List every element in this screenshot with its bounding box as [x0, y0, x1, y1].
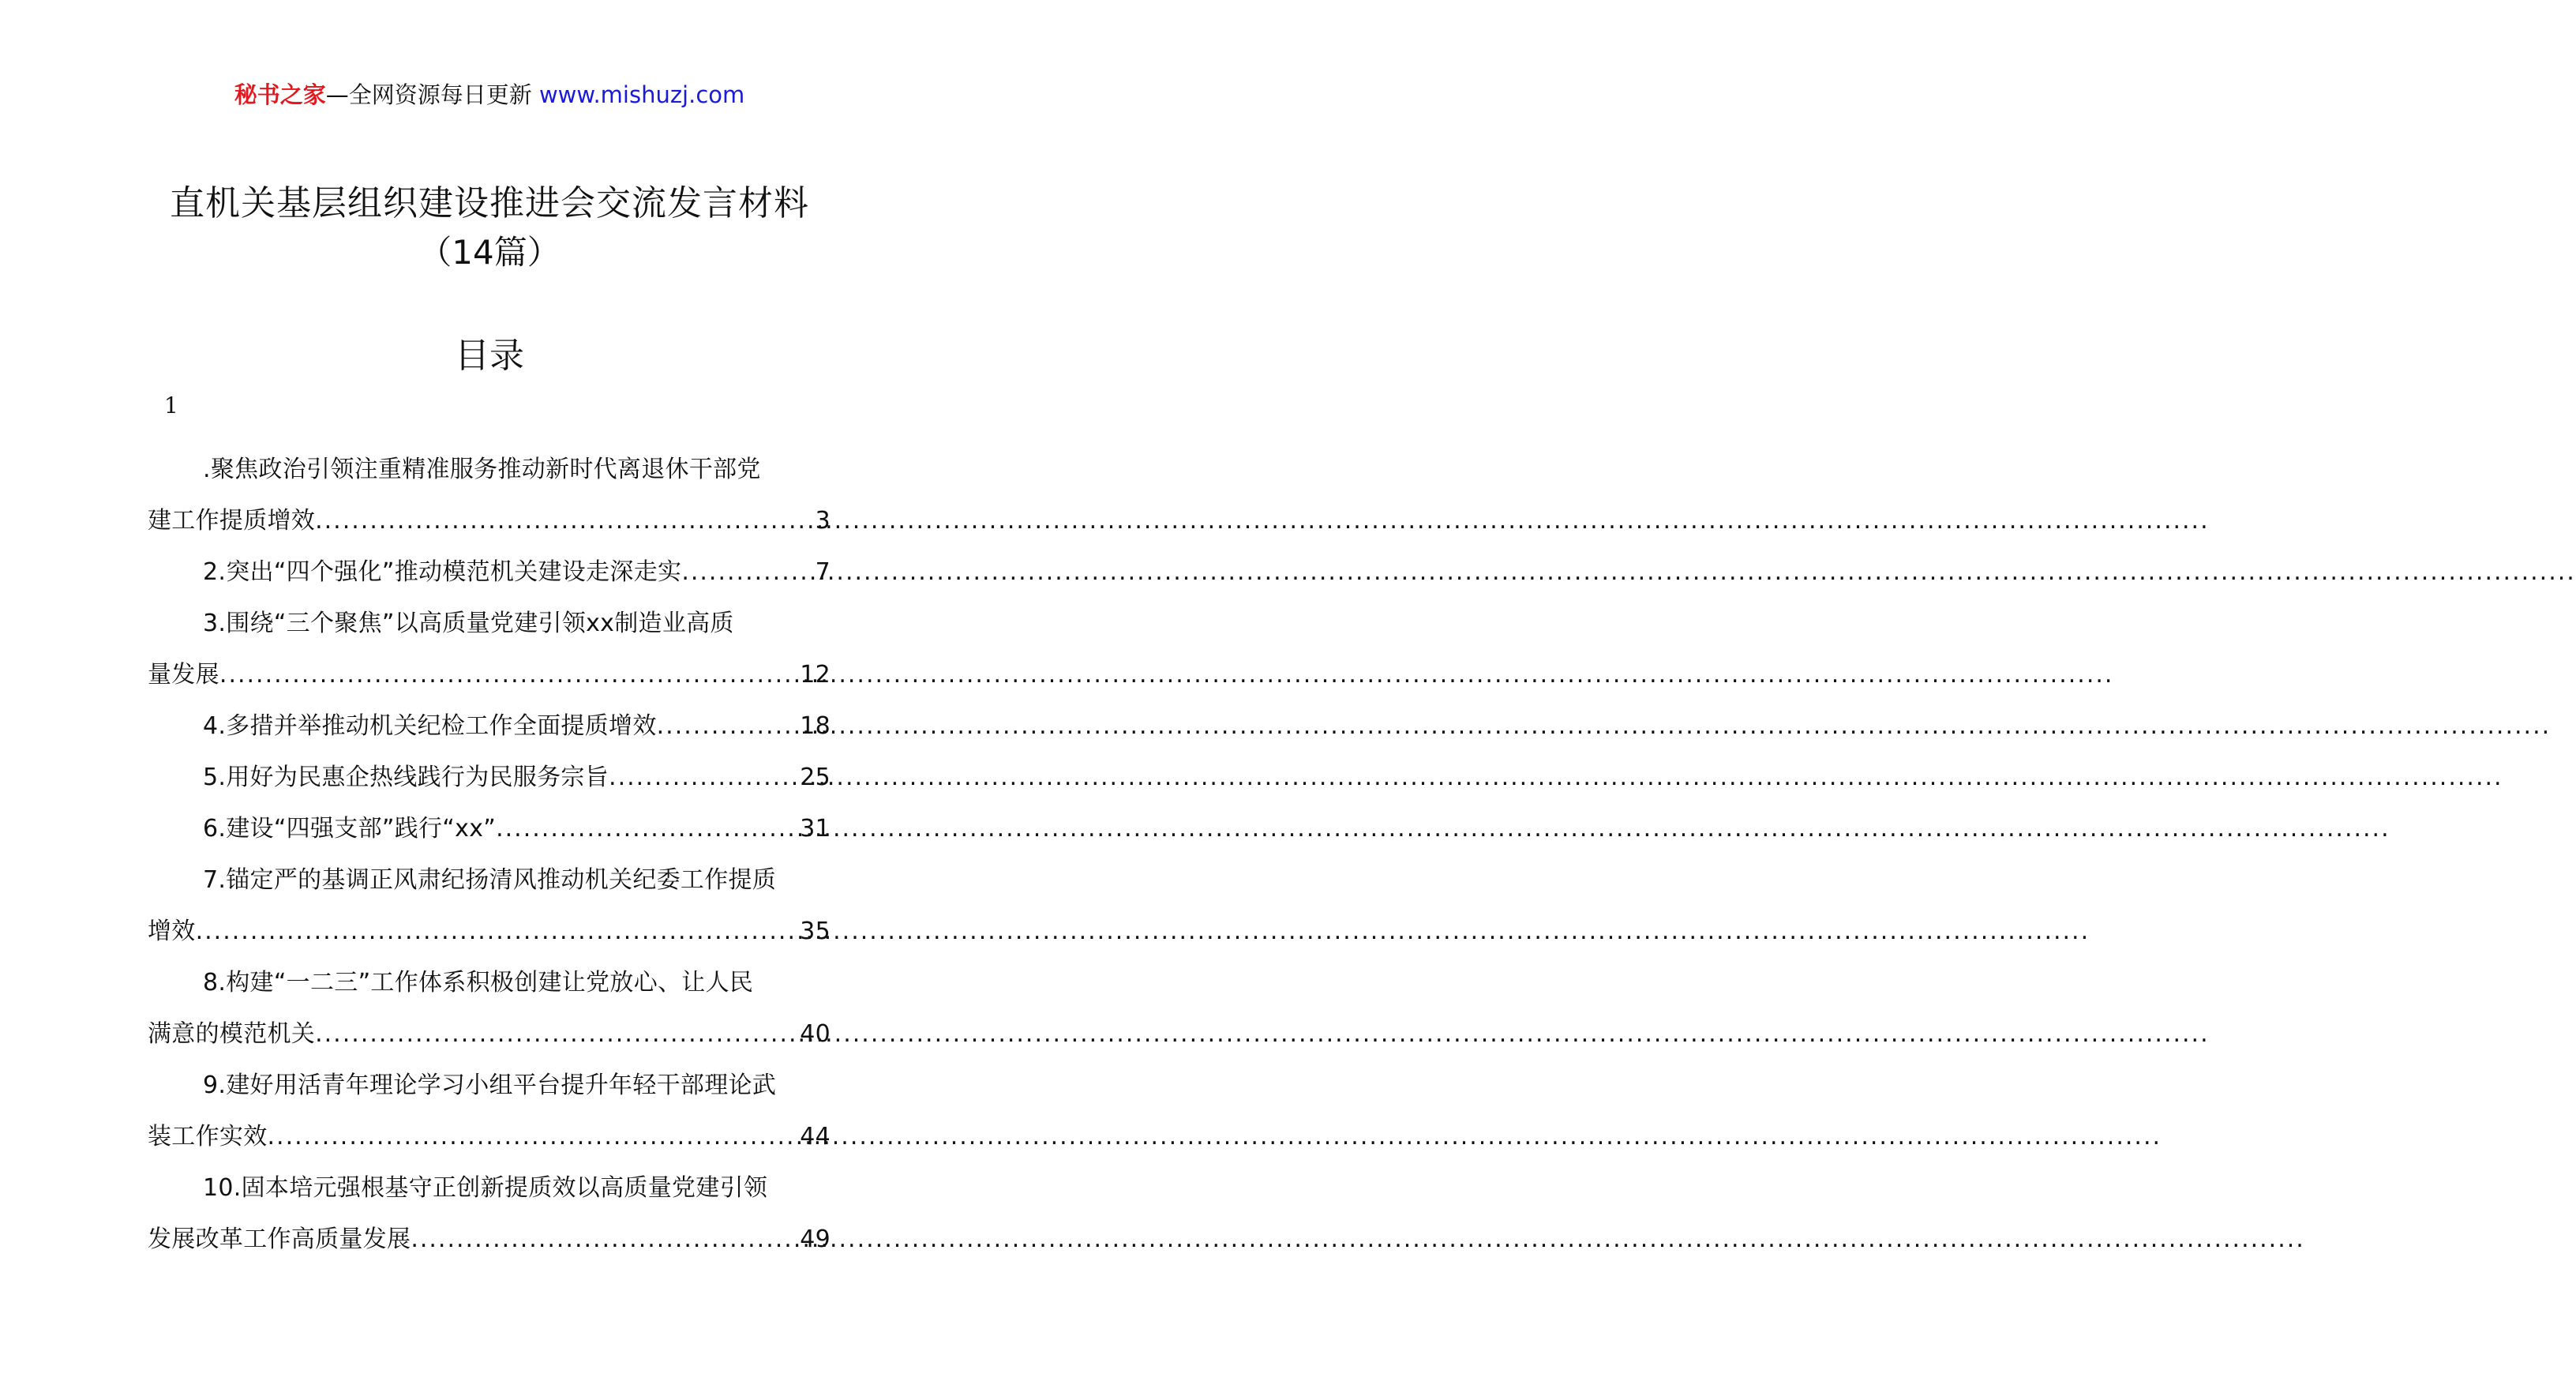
- table-of-contents: [148, 444, 831, 1265]
- dot-leader: [315, 495, 814, 546]
- toc-entry[interactable]: [148, 854, 831, 957]
- toc-entry-leader-row: [148, 546, 831, 598]
- toc-heading: 目录: [455, 336, 524, 376]
- document-title: 直机关基层组织建设推进会交流发言材料: [170, 183, 809, 223]
- toc-entry-title-line: 8.构建“一二三”工作体系积极创建让党放心、让人民: [203, 969, 754, 997]
- toc-page-number: 18: [800, 712, 831, 740]
- dot-leader: [496, 803, 798, 854]
- toc-entry[interactable]: [148, 957, 831, 1060]
- toc-page-number: 35: [800, 918, 831, 945]
- toc-page-number: 49: [800, 1225, 831, 1253]
- dot-leader: [315, 1008, 798, 1060]
- toc-entry[interactable]: [148, 1162, 831, 1265]
- toc-entry-title: 发展改革工作高质量发展: [148, 1225, 411, 1253]
- toc-entry-leader-row: [148, 752, 831, 803]
- toc-entry-leader-row: [148, 906, 831, 957]
- toc-entry-leader-row: [148, 700, 831, 752]
- toc-entry-title: 满意的模范机关: [148, 1020, 316, 1048]
- toc-entry-title: 量发展: [148, 661, 219, 689]
- toc-entry-title: 增效: [148, 918, 196, 945]
- toc-page-number: 12: [800, 661, 831, 689]
- toc-entry-title: 4.多措并举推动机关纪检工作全面提质增效: [203, 712, 657, 740]
- toc-page-number: 25: [800, 764, 831, 791]
- dot-leader: [411, 1214, 798, 1265]
- toc-entry-title-line: 10.固本培元强根基守正创新提质效以高质量党建引领: [203, 1174, 768, 1202]
- toc-entry[interactable]: [148, 546, 831, 598]
- site-banner: [0, 79, 979, 111]
- toc-entry-title: 5.用好为民惠企热线践行为民服务宗旨: [203, 764, 609, 791]
- toc-entry[interactable]: [148, 700, 831, 752]
- toc-entry-title-line: 7.锚定严的基调正风肃纪扬清风推动机关纪委工作提质: [203, 866, 777, 894]
- dot-leader: [681, 546, 813, 598]
- toc-entry[interactable]: [148, 444, 831, 546]
- toc-entry-title: 建工作提质增效: [148, 507, 316, 535]
- dot-leader: [196, 906, 799, 957]
- toc-entry-leader-row: [148, 1008, 831, 1060]
- toc-entry[interactable]: [148, 752, 831, 803]
- stray-number: 1: [164, 392, 178, 419]
- dot-leader: [609, 752, 798, 803]
- toc-entry-title-line: 3.围绕“三个聚焦”以高质量党建引领xx制造业高质: [203, 610, 734, 637]
- dot-leader: [657, 700, 799, 752]
- toc-entry-leader-row: [148, 1214, 831, 1265]
- toc-entry-title-line: .聚焦政治引领注重精准服务推动新时代离退休干部党: [203, 456, 761, 483]
- dot-leader: [268, 1111, 799, 1162]
- toc-entry-leader-row: [148, 1111, 831, 1162]
- toc-entry-title-line: 9.建好用活青年理论学习小组平台提升年轻干部理论武: [203, 1072, 777, 1099]
- brand-name: 秘书之家: [234, 81, 326, 108]
- toc-entry-title: 2.突出“四个强化”推动模范机关建设走深走实: [203, 558, 682, 586]
- toc-page-number: 7: [815, 558, 831, 586]
- document-subtitle: （14篇）: [418, 233, 561, 272]
- toc-entry-leader-row: [148, 495, 831, 546]
- toc-entry-title: 6.建设“四强支部”践行“xx”: [203, 815, 497, 843]
- toc-entry-leader-row: [148, 649, 831, 700]
- toc-entry[interactable]: [148, 803, 831, 854]
- site-url-link[interactable]: www.mishuzj.com: [531, 81, 745, 108]
- toc-entry[interactable]: [148, 598, 831, 700]
- toc-page-number: 3: [815, 507, 831, 535]
- toc-page-number: 31: [800, 815, 831, 843]
- banner-tagline: —全网资源每日更新: [325, 81, 532, 108]
- toc-page-number: 40: [800, 1020, 831, 1048]
- toc-entry[interactable]: [148, 1060, 831, 1162]
- toc-page-number: 44: [800, 1123, 831, 1150]
- dot-leader: [219, 649, 798, 700]
- toc-entry-leader-row: [148, 803, 831, 854]
- toc-entry-title: 装工作实效: [148, 1123, 268, 1150]
